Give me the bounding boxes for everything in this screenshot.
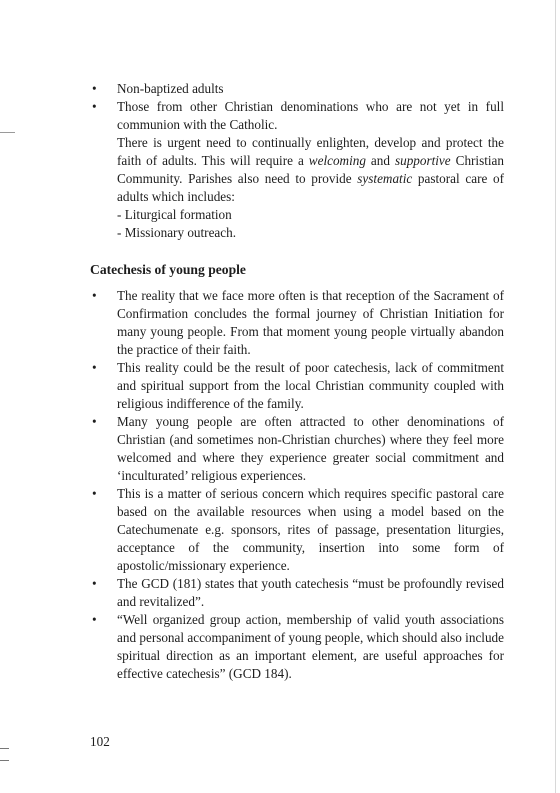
- section-heading: Catechesis of young people: [90, 262, 246, 277]
- page-right-edge: [555, 0, 556, 793]
- text-run: and: [365, 153, 395, 168]
- bullet-item: • Many young people are often attracted to other denominations of Christian (and sometimes non-Christian churches) where they feel more welcomed and where they experience greater social commitment and ‘inculturated’ religious experiences.: [90, 413, 504, 485]
- bullet-item: • Those from other Christian denominations who are not yet in full communion with the Catholic.: [90, 98, 504, 134]
- text-run: Christian Community. Parishes also need to provide: [117, 153, 504, 186]
- bullet-item: • Non-baptized adults: [90, 80, 504, 98]
- emphasis-systematic: systematic: [357, 171, 413, 186]
- emphasis-supportive: supportive: [394, 153, 451, 168]
- page-number: 102: [90, 734, 110, 749]
- emphasis-welcoming: welcoming: [308, 153, 366, 168]
- bullet-item: • The reality that we face more often is that reception of the Sacrament of Confirmation concludes the formal journey of Christian Initiation for many young people. From that moment young people virtually abandon the practice of their faith.: [90, 287, 504, 359]
- text-run: There is urgent need to continually enlighten, develop and protect the faith of adults. This will require a: [117, 135, 504, 168]
- adult-list-item: - Liturgical formation: [117, 207, 232, 222]
- left-bottom-mark: [0, 748, 9, 749]
- bullet-item: • The GCD (181) states that youth catechesis “must be profoundly revised and revitalized”.: [90, 575, 504, 611]
- bullet-item: • This is a matter of serious concern which requires specific pastoral care based on the available resources when using a model based on the Catechumenate e.g. sponsors, rites of passage, presentation liturgies, acceptance of the community, insertion into some form of apostolic/missionary experience.: [90, 485, 504, 575]
- adult-list-item: - Missionary outreach.: [117, 225, 237, 240]
- page-content: [90, 80, 504, 683]
- text-run: pastoral care of adults which includes:: [117, 171, 504, 204]
- bullet-item: • “Well organized group action, membership of valid youth associations and personal accompaniment of young people, which should also include spiritual direction as an important element, are useful approaches for effective catechesis” (GCD 184).: [90, 611, 504, 683]
- adult-paragraph: [90, 134, 504, 206]
- youth-bullet-list: [90, 287, 504, 683]
- adult-bullet-list: [90, 80, 504, 134]
- left-bottom-mark: [0, 760, 9, 761]
- left-margin-mark: [0, 132, 15, 133]
- bullet-item: • This reality could be the result of poor catechesis, lack of commitment and spiritual support from the local Christian community coupled with religious indifference of the family.: [90, 359, 504, 413]
